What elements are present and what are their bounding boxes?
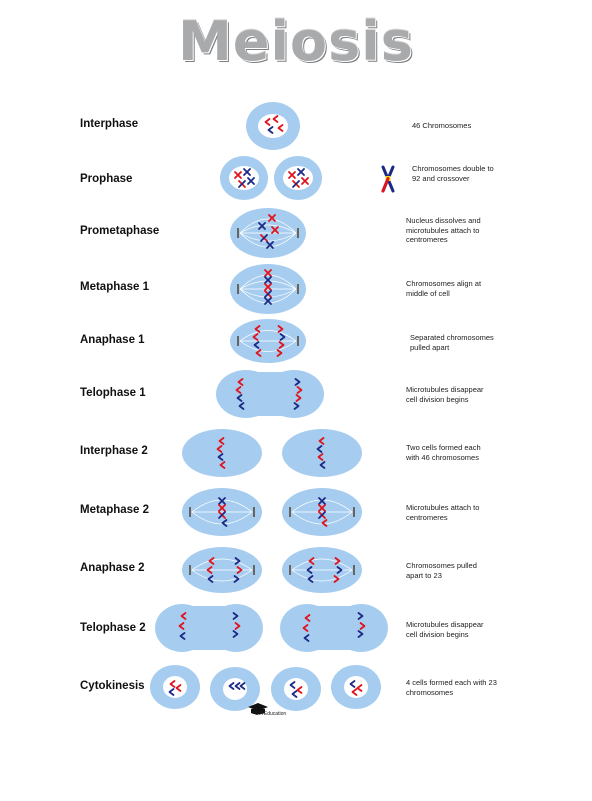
cell-interphase bbox=[246, 102, 300, 150]
cells-metaphase-2 bbox=[182, 488, 362, 536]
stage-desc-telophase-2: Microtubules disappear cell division begins bbox=[406, 620, 484, 639]
stage-label-interphase-2: Interphase 2 bbox=[80, 445, 148, 457]
stage-label-prophase: Prophase bbox=[80, 173, 133, 185]
stage-label-anaphase-2: Anaphase 2 bbox=[80, 562, 145, 574]
stage-label-cytokinesis: Cytokinesis bbox=[80, 680, 145, 692]
stage-label-prometaphase: Prometaphase bbox=[80, 225, 160, 237]
stage-label-interphase: Interphase bbox=[80, 118, 139, 130]
stage-desc-anaphase-2: Chromosomes pulled apart to 23 bbox=[406, 561, 477, 580]
stage-desc-prometaphase: Nucleus dissolves and microtubules attach to centromeres bbox=[406, 216, 481, 244]
cell-prometaphase bbox=[230, 208, 306, 258]
stage-label-telophase-1: Telophase 1 bbox=[80, 387, 146, 399]
cells-telophase-2 bbox=[155, 604, 388, 652]
stage-label-anaphase-1: Anaphase 1 bbox=[80, 334, 145, 346]
stage-desc-cytokinesis: 4 cells formed each with 23 chromosomes bbox=[406, 678, 497, 697]
stage-label-metaphase-2: Metaphase 2 bbox=[80, 504, 150, 516]
cells-interphase-2 bbox=[182, 429, 362, 477]
stage-desc-prophase: Chromosomes double to 92 and crossover bbox=[412, 164, 494, 183]
cells-cytokinesis bbox=[150, 665, 381, 711]
cell-metaphase-1 bbox=[230, 264, 306, 314]
cells-prophase bbox=[220, 156, 322, 200]
stage-desc-telophase-1: Microtubules disappear cell division begins bbox=[406, 385, 484, 404]
stage-label-telophase-2: Telophase 2 bbox=[80, 622, 146, 634]
duplicated-chromosome-icon bbox=[383, 167, 393, 191]
stage-desc-interphase-2: Two cells formed each with 46 chromosomes bbox=[406, 443, 481, 462]
cell-anaphase-1 bbox=[230, 319, 306, 363]
stage-desc-anaphase-1: Separated chromosomes pulled apart bbox=[410, 333, 494, 352]
cell-telophase-1 bbox=[216, 370, 324, 418]
page-title: Meiosis bbox=[178, 10, 414, 73]
stage-desc-metaphase-2: Microtubules attach to centromeres bbox=[406, 503, 480, 522]
stage-desc-interphase: 46 Chromosomes bbox=[412, 121, 472, 130]
stage-desc-metaphase-1: Chromosomes align at middle of cell bbox=[406, 279, 482, 298]
stage-label-metaphase-1: Metaphase 1 bbox=[80, 281, 150, 293]
cells-anaphase-2 bbox=[182, 547, 362, 593]
logo-text: S A Education bbox=[255, 711, 287, 717]
